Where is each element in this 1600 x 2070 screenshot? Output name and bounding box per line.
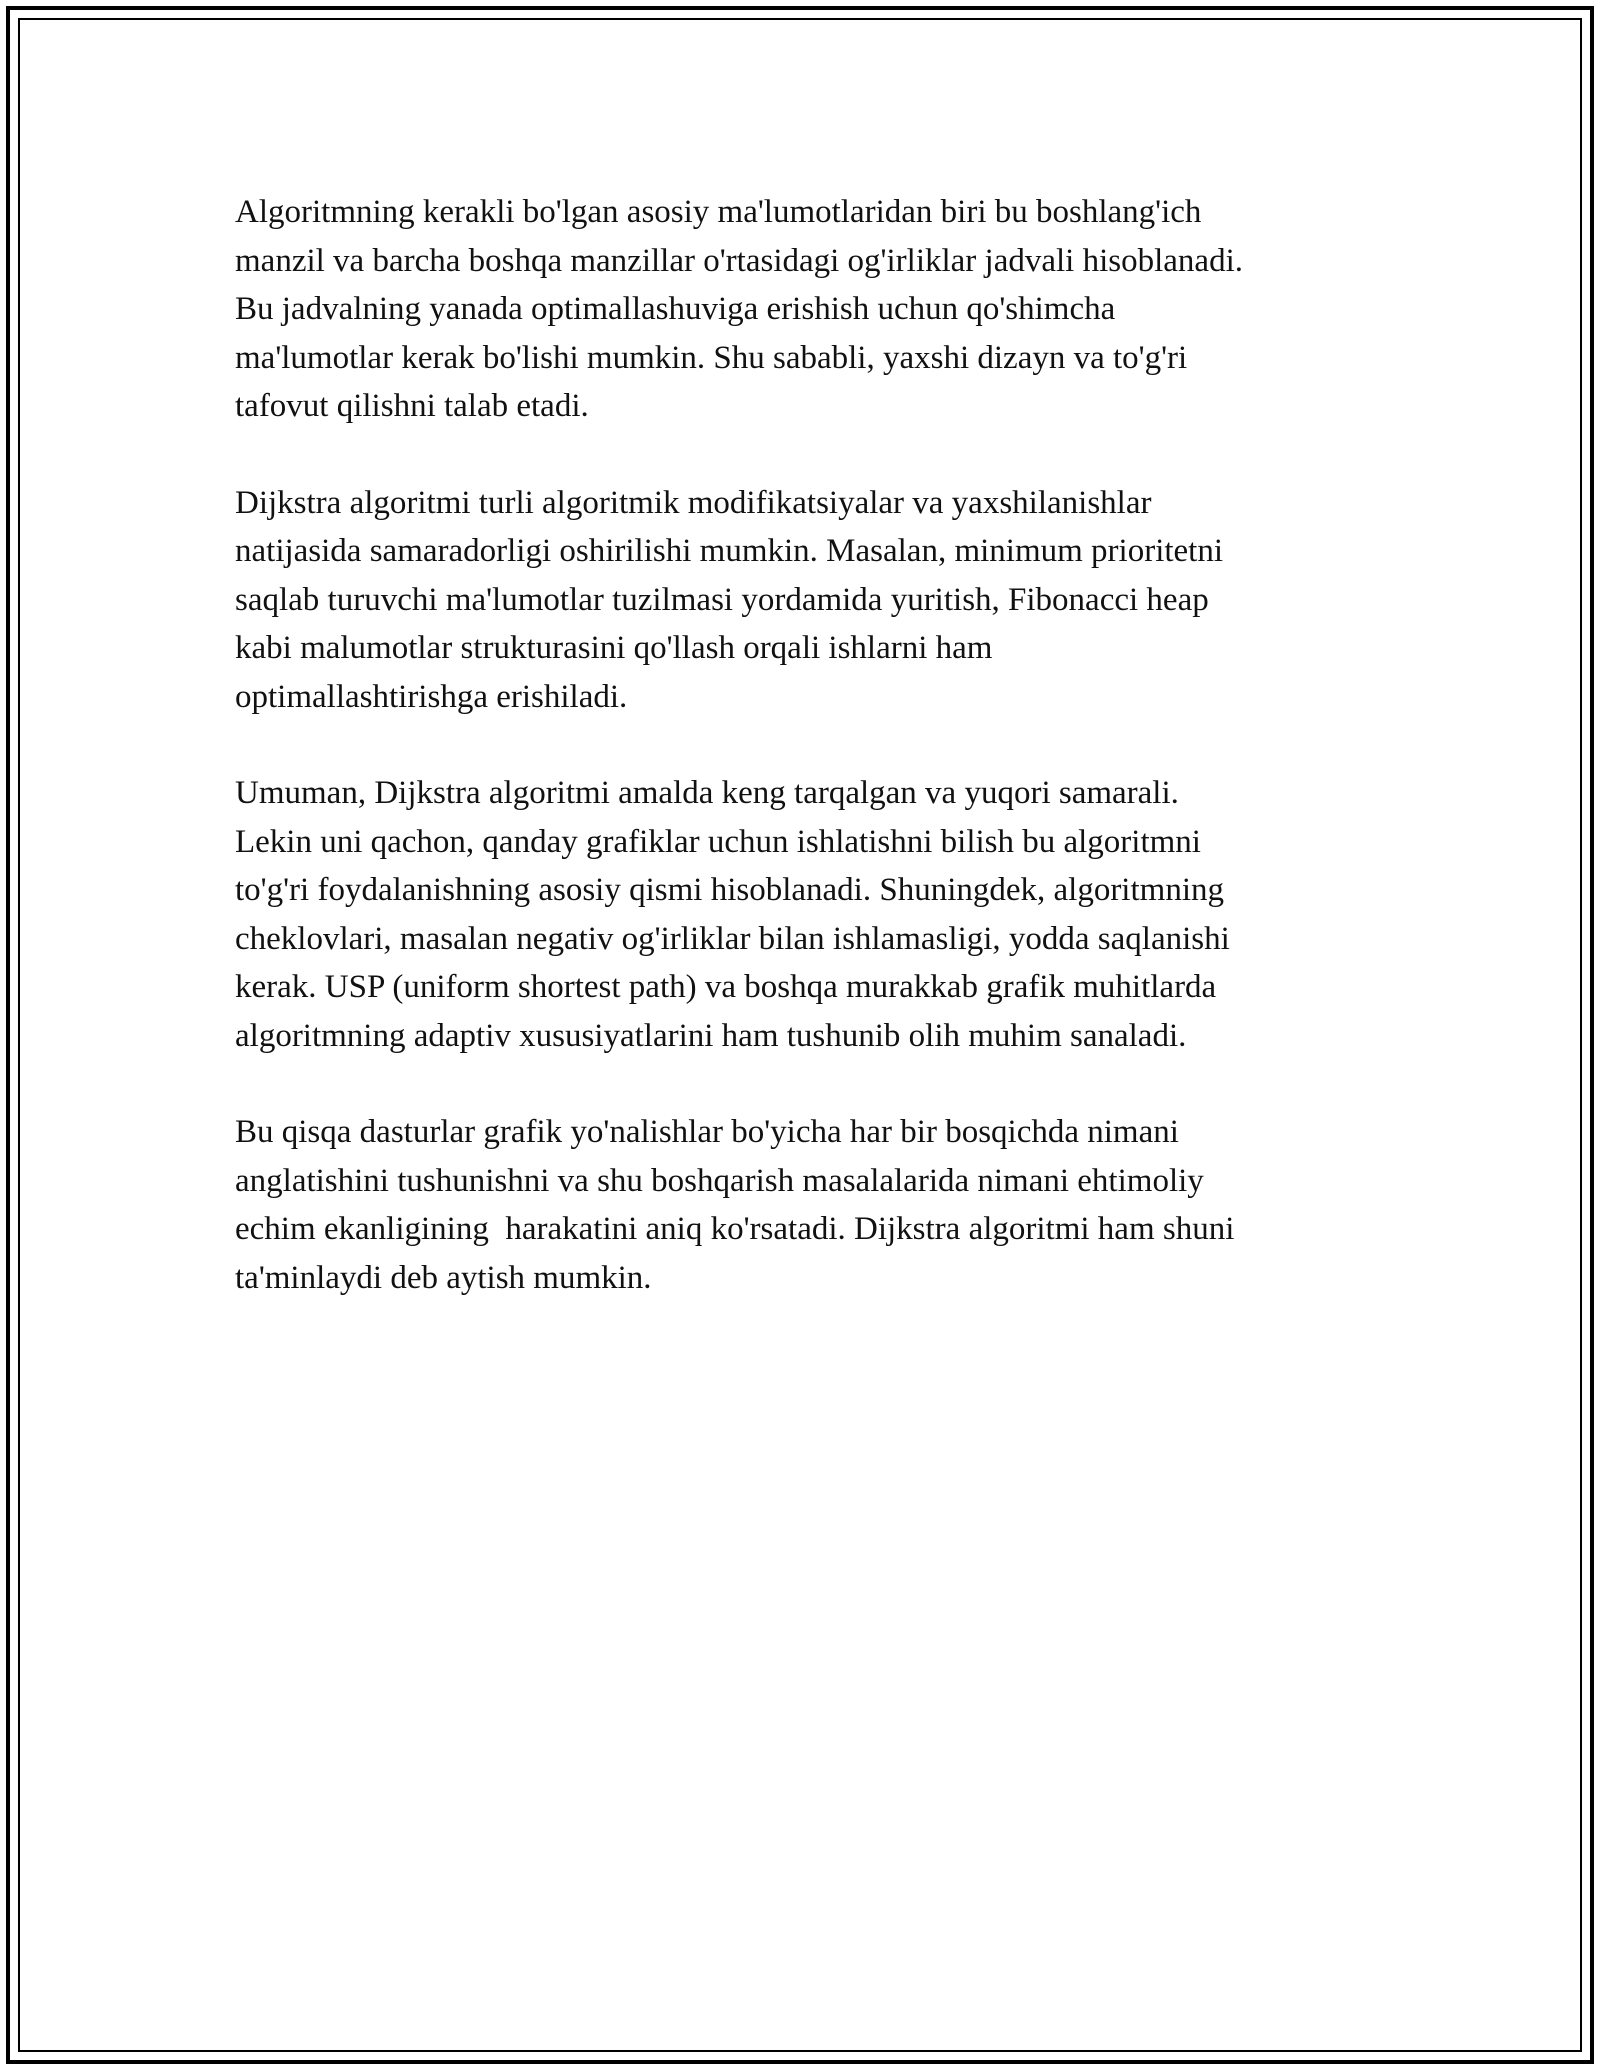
text-line: saqlab turuvchi ma'lumotlar tuzilmasi yordamida yuritish, Fibonacci heap [235,581,1209,618]
paragraph-2 [235,479,1375,722]
paragraph-4 [235,1108,1375,1302]
text-line: echim ekanligining harakatini aniq ko'rsatadi. Dijkstra algoritmi ham shuni [235,1211,1235,1247]
text-line: anglatishini tushunishni va shu boshqarish masalalarida nimani ehtimoliy [235,1162,1204,1199]
paragraph-3 [235,769,1375,1060]
text-line: kabi malumotlar strukturasini qo'llash orqali ishlarni ham [235,630,993,666]
text-line: to'g'ri foydalanishning asosiy qismi hisoblanadi. Shuningdek, algoritmning [235,872,1224,908]
text-line: Bu jadvalning yanada optimallashuviga erishish uchun qo'shimcha [235,291,1116,327]
text-line: tafovut qilishni talab etadi. [235,388,589,424]
text-line: Lekin uni qachon, qanday grafiklar uchun ishlatishni bilish bu algoritmni [235,823,1201,860]
text-line: Algoritmning kerakli bo'lgan asosiy ma'lumotlaridan biri bu boshlang'ich [235,194,1202,230]
text-line: kerak. USP (uniform shortest path) va boshqa murakkab grafik muhitlarda [235,969,1217,1005]
document-body [235,188,1375,1350]
text-line: Umuman, Dijkstra algoritmi amalda keng tarqalgan va yuqori samarali. [235,775,1179,811]
text-line: ma'lumotlar kerak bo'lishi mumkin. Shu sababli, yaxshi dizayn va to'g'ri [235,339,1188,376]
text-line: optimallashtirishga erishiladi. [235,678,628,715]
text-line: manzil va barcha boshqa manzillar o'rtasidagi og'irliklar jadvali hisoblanadi. [235,242,1243,279]
paragraph-1 [235,188,1375,431]
text-line: Bu qisqa dasturlar grafik yo'nalishlar bo'yicha har bir bosqichda nimani [235,1114,1179,1150]
text-line: natijasida samaradorligi oshirilishi mumkin. Masalan, minimum prioritetni [235,533,1224,569]
text-line: cheklovlari, masalan negativ og'irliklar bilan ishlamasligi, yodda saqlanishi [235,920,1230,957]
text-line: algoritmning adaptiv xususiyatlarini ham tushunib olih muhim sanaladi. [235,1017,1187,1054]
text-line: Dijkstra algoritmi turli algoritmik modifikatsiyalar va yaxshilanishlar [235,484,1152,521]
text-line: ta'minlaydi deb aytish mumkin. [235,1259,652,1296]
